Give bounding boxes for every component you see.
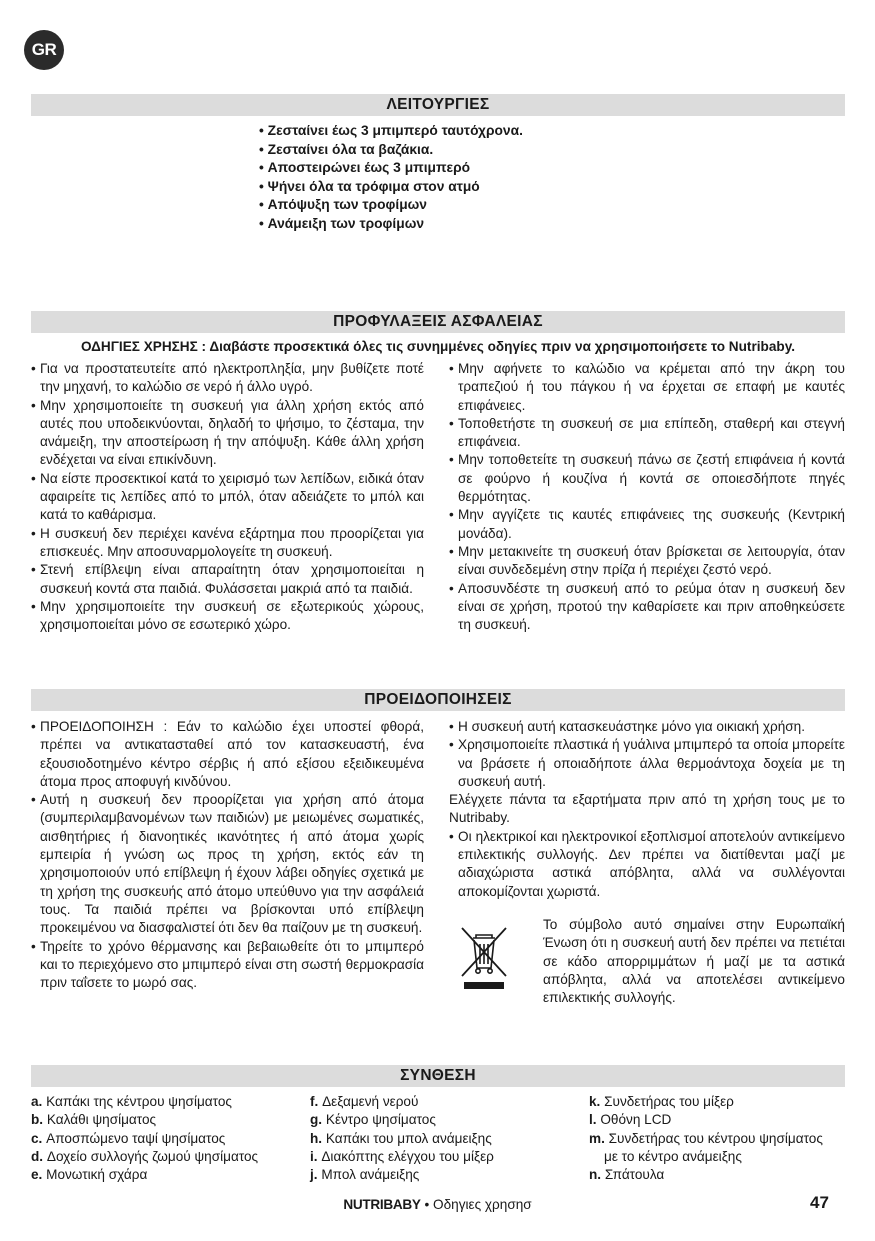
part-label: Συνδετήρας του μίξερ: [604, 1094, 734, 1109]
part-item: [589, 1148, 823, 1166]
parts-column-1: [31, 1093, 258, 1184]
weee-crossed-bin-icon: [456, 922, 512, 992]
part-key: a.: [31, 1094, 43, 1109]
part-label: Διακόπτης ελέγχου του μίξερ: [321, 1148, 494, 1164]
list-item: • Η συσκευή αυτή κατασκευάστηκε μόνο για οικιακή χρήση.: [449, 718, 845, 736]
language-badge: GR: [24, 30, 64, 70]
list-item: • Χρησιμοποιείτε πλαστικά ή γυάλινα μπιμπερό τα οποία μπορείτε να βράσετε ή οποιαδήποτε άλλα θερμοάντοχα δοχεία με τη συσκευή αυτή.: [449, 736, 845, 791]
part-key: f.: [310, 1094, 319, 1109]
part-key: l.: [589, 1112, 597, 1128]
part-key: n.: [589, 1167, 602, 1183]
list-item: • Μην χρησιμοποιείτε την συσκευή σε εξωτερικούς χώρους, χρησιμοποιείται μόνο σε εσωτερικό χώρο.: [31, 598, 424, 635]
part-key: i.: [310, 1148, 318, 1164]
safety-subtitle: ΟΔΗΓΙΕΣ ΧΡΗΣΗΣ : Διαβάστε προσεκτικά όλες τις συνημμένες οδηγίες πριν να χρησιμοποιήσετε το Nutribaby.: [80, 339, 796, 354]
part-item: [310, 1093, 494, 1111]
page-number: 47: [810, 1193, 829, 1212]
footer-brand: NUTRIBABY: [343, 1197, 421, 1212]
part-label: Καπάκι του μπολ ανάμειξης: [325, 1130, 492, 1146]
part-key: d.: [31, 1148, 44, 1164]
part-label: Δεξαμενή νερού: [322, 1094, 419, 1109]
warnings-heading: ΠΡΟΕΙΔΟΠΟΙΗΣΕΙΣ: [31, 689, 845, 711]
warnings-left-column: [31, 718, 424, 992]
part-item: [31, 1166, 258, 1184]
list-item: • Μην αφήνετε το καλώδιο να κρέμεται από την άκρη του τραπεζιού ή του πάγκου ή να έρχεται σε επαφή με καυτές επιφάνειες.: [449, 360, 845, 415]
part-item: [310, 1148, 494, 1166]
safety-left-column: [31, 360, 424, 634]
safety-heading: ΠΡΟΦΥΛΑΞΕΙΣ ΑΣΦΑΛΕΙΑΣ: [31, 311, 845, 333]
part-item: [310, 1130, 494, 1148]
list-item: • Ανάμειξη των τροφίμων: [259, 215, 523, 234]
list-item: • Αποστειρώνει έως 3 μπιμπερό: [259, 159, 523, 178]
list-item: • Τοποθετήστε τη συσκευή σε μια επίπεδη, σταθερή και στεγνή επιφάνεια.: [449, 415, 845, 452]
part-label: Σπάτουλα: [604, 1167, 665, 1183]
list-item: • Απόψυξη των τροφίμων: [259, 196, 523, 215]
weee-notice: Το σύμβολο αυτό σημαίνει στην Ευρωπαϊκή Ένωση ότι η συσκευή αυτή δεν πρέπει να πετιέται σε κάδο απορριμμάτων ή μαζί με τα αστικά απόβλητα, αλλά να αποτελέσει αντικείμενο επιλεκτικής συλλογής.: [543, 917, 845, 1006]
parts-column-2: [310, 1093, 494, 1184]
page-footer: [0, 1197, 875, 1212]
list-item: • Η συσκευή δεν περιέχει κανένα εξάρτημα που προορίζεται για επισκευές. Μην αποσυναρμολογείτε τη συσκευή.: [31, 525, 424, 562]
part-key: j.: [310, 1167, 318, 1183]
list-item: • Τηρείτε το χρόνο θέρμανσης και βεβαιωθείτε ότι το μπιμπερό και το περιεχόμενο στο μπιμπερό είναι στη σωστή θερμοκρασία πριν ταΐσετε το μωρό σας.: [31, 938, 424, 993]
list-item: • Για να προστατευτείτε από ηλεκτροπληξία, μην βυθίζετε ποτέ την μηχανή, το καλώδιο σε νερό ή άλλο υγρό.: [31, 360, 424, 397]
part-key: c.: [31, 1130, 43, 1146]
list-item: • Ζεσταίνει όλα τα βαζάκια.: [259, 141, 523, 160]
list-item: • Να είστε προσεκτικοί κατά το χειρισμό των λεπίδων, ειδικά όταν αφαιρείτε τις λεπίδες από το μπόλ, όταν αδειάζετε το μπόλ και κατά το καθάρισμα.: [31, 470, 424, 525]
part-item: [31, 1093, 258, 1111]
part-key: k.: [589, 1094, 601, 1109]
part-item: [310, 1111, 494, 1129]
part-item: [31, 1130, 258, 1148]
part-item: [589, 1130, 823, 1148]
list-item: • Οι ηλεκτρικοί και ηλεκτρονικοί εξοπλισμοί αποτελούν αντικείμενο επιλεκτικής συλλογής. Δεν πρέπει να διατίθενται μαζί με αδιαχώριστα αστικά απόβλητα, αλλά να συλλέγονται αποκομίζονται χωριστά.: [449, 828, 845, 901]
list-item: • Μην μετακινείτε τη συσκευή όταν βρίσκεται σε λειτουργία, όταν είναι συνδεδεμένη στην πρίζα ή περιέχει ζεστό νερό.: [449, 543, 845, 580]
list-item: • Αυτή η συσκευή δεν προορίζεται για χρήση από άτομα (συμπεριλαμβανομένων των παιδιών) με μειωμένες σωματικές, αισθητήριες ή διανοητικές ικανότητες ή από άτομα χωρίς εμπειρία ή γνώση ως προς τη χρήση, εκτός εάν τη χρησιμοποιούν υπό επίβλεψη ή έχουν λάβει οδηγίες σχετικά με τη χρήση της συσκευής από άτομο υπεύθυνο για την ασφάλειά τους. Τα παιδιά πρέπει να βρίσκονται υπό επίβλεψη προκειμένου να διασφαλιστεί ότι δεν θα παίζουν με τη συσκευή.: [31, 791, 424, 937]
functions-list: [259, 122, 523, 234]
part-label: με το κέντρο ανάμειξης: [604, 1148, 742, 1164]
functions-heading: ΛΕΙΤΟΥΡΓΙΕΣ: [31, 94, 845, 116]
part-item: [589, 1111, 823, 1129]
part-label: Αποσπώμενο ταψί ψησίματος: [46, 1130, 226, 1146]
part-label: Συνδετήρας του κέντρου ψησίματος: [608, 1130, 823, 1146]
list-item: • Μην αγγίζετε τις καυτές επιφάνειες της συσκευής (Κεντρική μονάδα).: [449, 506, 845, 543]
list-item: • Αποσυνδέστε τη συσκευή από το ρεύμα όταν η συσκευή δεν είναι σε χρήση, προτού την καθαρίσετε και πριν αποθηκεύσετε τη συσκευή.: [449, 580, 845, 635]
part-key: g.: [310, 1112, 323, 1128]
part-item: [310, 1166, 494, 1184]
part-key: e.: [31, 1167, 43, 1183]
part-label: Μπολ ανάμειξης: [321, 1167, 420, 1183]
part-key: m.: [589, 1130, 605, 1146]
footer-text: Οδηγιες χρησησ: [433, 1197, 532, 1212]
part-label: Κέντρο ψησίματος: [325, 1112, 436, 1128]
part-item: [589, 1093, 823, 1111]
list-item: • Στενή επίβλεψη είναι απαραίτητη όταν χρησιμοποιείται η συσκευή κοντά στα παιδιά. Φυλάσσεται μακριά από τα παιδιά.: [31, 561, 424, 598]
parts-column-3: [589, 1093, 823, 1184]
list-item: • Μην χρησιμοποιείτε τη συσκευή για άλλη χρήση εκτός από αυτές που υποδεικνύονται, δηλαδή το ψήσιμο, το ζέσταμα, την ανάμειξη, την αποστείρωση ή την απόψυξη. Κάθε άλλη χρήση ενδέχεται να είναι επικίνδυνη.: [31, 397, 424, 470]
list-item: • ΠΡΟΕΙΔΟΠΟΙΗΣΗ : Εάν το καλώδιο έχει υποστεί φθορά, πρέπει να αντικατασταθεί από τον κατασκευαστή, ένα εξουσιοδοτημένο κέντρο σέρβις ή από εξίσου εξειδικευμένα άτομα προς αποφυγή κινδύνου.: [31, 718, 424, 791]
list-item: • Ψήνει όλα τα τρόφιμα στον ατμό: [259, 178, 523, 197]
part-label: Καλάθι ψησίματος: [46, 1112, 157, 1128]
part-item: [31, 1148, 258, 1166]
composition-heading: ΣΥΝΘΕΣΗ: [31, 1065, 845, 1087]
part-item: [31, 1111, 258, 1129]
part-label: Καπάκι της κέντρου ψησίματος: [46, 1094, 232, 1109]
part-label: Μονωτική σχάρα: [46, 1167, 148, 1183]
safety-right-column: [449, 360, 845, 634]
warnings-right-column: [449, 718, 845, 901]
footer-separator: •: [424, 1197, 430, 1212]
list-item: Ελέγχετε πάντα τα εξαρτήματα πριν από τη χρήση τους με το Nutribaby.: [449, 792, 845, 826]
part-key: h.: [310, 1130, 323, 1146]
part-label: Δοχείο συλλογής ζωμού ψησίματος: [46, 1148, 259, 1164]
part-label: Οθόνη LCD: [600, 1112, 672, 1128]
part-key: b.: [31, 1112, 44, 1128]
part-item: [589, 1166, 823, 1184]
list-item: • Μην τοποθετείτε τη συσκευή πάνω σε ζεστή επιφάνεια ή κοντά σε φούρνο ή κουζίνα ή κοντά σε οποιεσδήποτε πηγές θερμότητας.: [449, 451, 845, 506]
list-item: • Ζεσταίνει έως 3 μπιμπερό ταυτόχρονα.: [259, 122, 523, 141]
